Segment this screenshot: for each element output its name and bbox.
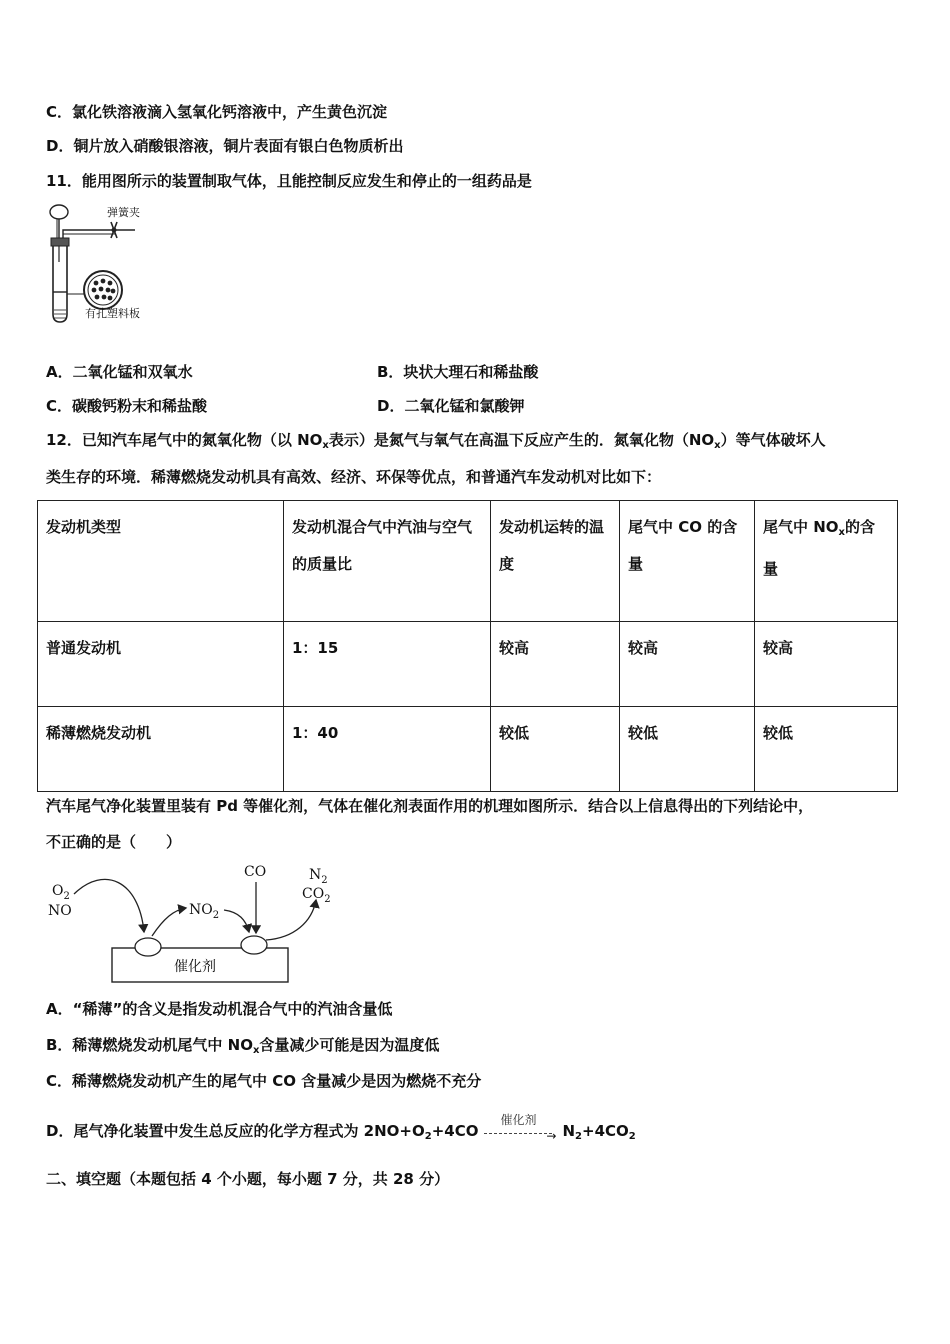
cell-co: 较高 bbox=[620, 622, 755, 707]
header-ratio: 发动机混合气中汽油与空气的质量比 bbox=[284, 501, 491, 622]
table-row bbox=[38, 707, 898, 792]
header-co: 尾气中 CO 的含量 bbox=[620, 501, 755, 622]
cell-type: 普通发动机 bbox=[38, 622, 284, 707]
plate-label: 有孔塑料板 bbox=[85, 307, 140, 320]
catalyst-label: 催化剂 bbox=[174, 959, 216, 975]
q12-after-table-line2: 不正确的是（ ） bbox=[46, 833, 182, 851]
q12-option-b: B．稀薄燃烧发动机尾气中 $NO_x$含量减少可能是因为温度低 bbox=[46, 1036, 440, 1056]
q12-option-a: A．“稀薄”的含义是指发动机混合气中的汽油含量低 bbox=[46, 1000, 393, 1018]
option-prev-c: C．氯化铁溶液滴入氢氧化钙溶液中，产生黄色沉淀 bbox=[46, 103, 388, 121]
n2-label: $N_2$ bbox=[309, 867, 328, 886]
cell-temp: 较低 bbox=[491, 707, 620, 792]
question-11-stem: 11．能用图所示的装置制取气体，且能控制反应发生和停止的一组药品是 bbox=[46, 172, 532, 190]
option-prev-d: D．铜片放入硝酸银溶液，铜片表面有银白色物质析出 bbox=[46, 137, 404, 155]
q11-option-c: C．碳酸钙粉末和稀盐酸 bbox=[46, 397, 208, 415]
cell-nox: 较高 bbox=[755, 622, 898, 707]
catalyst-mechanism-figure bbox=[44, 860, 344, 986]
cell-type: 稀薄燃烧发动机 bbox=[38, 707, 284, 792]
q11-option-a: A．二氧化锰和双氧水 bbox=[46, 363, 193, 381]
cell-co: 较低 bbox=[620, 707, 755, 792]
gas-generator-figure bbox=[45, 202, 175, 330]
question-12-stem-line1: 12．已知汽车尾气中的氮氧化物（以 $NO_x$表示）是氮气与氧气在高温下反应产生的．氮氧化物$(NO_x)$等气体破坏人 bbox=[46, 431, 826, 451]
cell-nox: 较低 bbox=[755, 707, 898, 792]
table-header-row bbox=[38, 501, 898, 622]
o2-label: $O_2$ bbox=[52, 883, 70, 902]
section-2-heading: 二、填空题（本题包括 4 个小题，每小题 7 分，共 28 分） bbox=[46, 1170, 450, 1188]
q11-option-b: B．块状大理石和稀盐酸 bbox=[377, 363, 539, 381]
q12-option-d: D．尾气净化装置中发生总反应的化学方程式为 $2NO+O_2+4CO$ 催化剂 → $N_2+4CO_2$ bbox=[46, 1112, 636, 1143]
co-label: CO bbox=[244, 864, 267, 880]
header-temperature: 发动机运转的温度 bbox=[491, 501, 620, 622]
cell-ratio: 1：15 bbox=[284, 622, 491, 707]
stopper bbox=[51, 238, 69, 246]
no-label: NO bbox=[48, 903, 72, 919]
cell-ratio: 1：40 bbox=[284, 707, 491, 792]
q11-option-d: D．二氧化锰和氯酸钾 bbox=[377, 397, 525, 415]
funnel-bulb bbox=[50, 205, 68, 219]
reaction-arrow: 催化剂 → bbox=[484, 1122, 556, 1142]
site-2 bbox=[241, 936, 267, 954]
no2-label: $NO_2$ bbox=[189, 902, 220, 921]
test-tube bbox=[53, 246, 67, 322]
q12-after-table-line1: 汽车尾气净化装置里装有 Pd 等催化剂，气体在催化剂表面作用的机理如图所示．结合以上信息得出的下列结论中， bbox=[46, 797, 814, 815]
table-row bbox=[38, 622, 898, 707]
header-engine-type: 发动机类型 bbox=[38, 501, 284, 622]
q12-option-c: C．稀薄燃烧发动机产生的尾气中 CO 含量减少是因为燃烧不充分 bbox=[46, 1072, 482, 1090]
header-nox: 尾气中 $NO_x$的含量 bbox=[755, 501, 898, 622]
engine-comparison-table bbox=[37, 500, 898, 792]
site-1 bbox=[135, 938, 161, 956]
question-12-stem-line2: 类生存的环境．稀薄燃烧发动机具有高效、经济、环保等优点，和普通汽车发动机对比如下： bbox=[46, 468, 662, 486]
clamp-label: 弹簧夹 bbox=[107, 206, 140, 219]
co2-label: $CO_2$ bbox=[302, 886, 331, 905]
cell-temp: 较高 bbox=[491, 622, 620, 707]
